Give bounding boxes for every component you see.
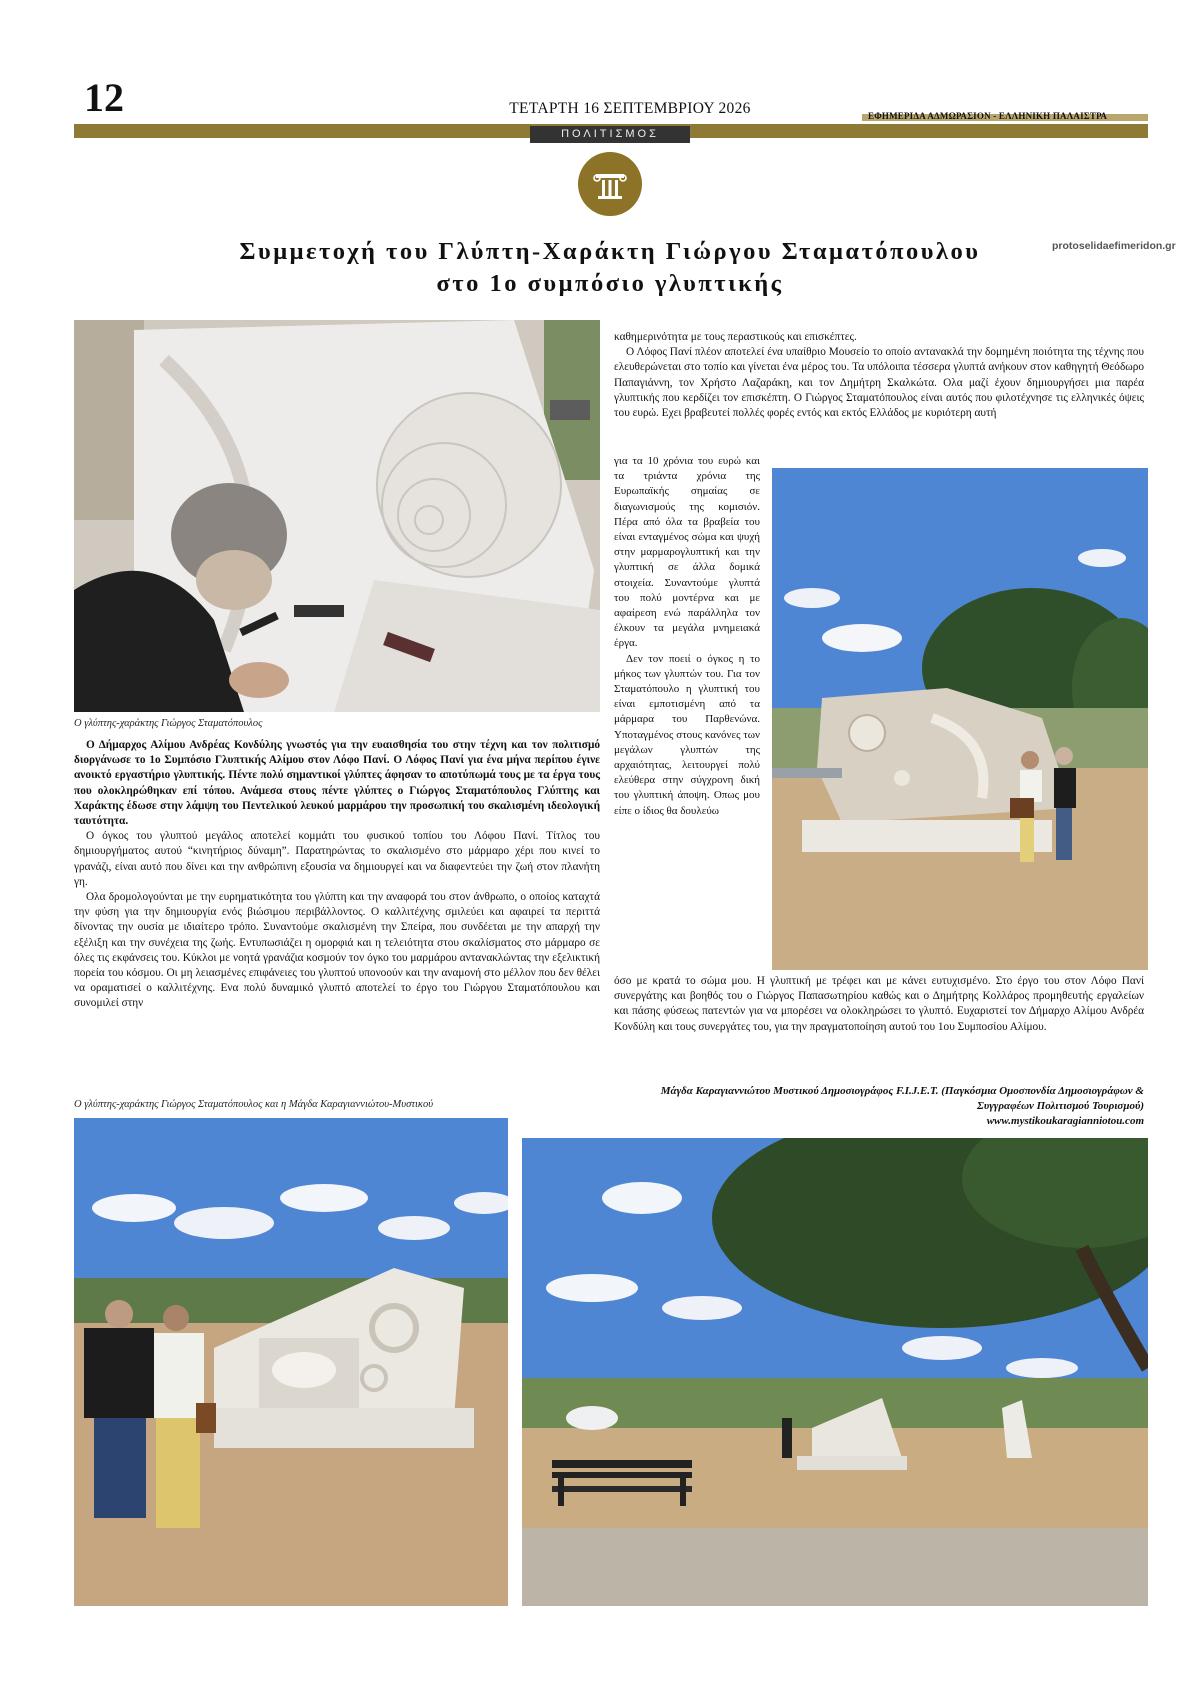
masthead-text: ΕΦΗΜΕΡΙΔΑ ΑΔΜΩΡΑΣΙΟΝ - ΕΛΛΗΝΙΚΗ ΠΑΛΑΙΣΤΡΑ: [868, 111, 1108, 121]
article-headline: [180, 236, 1040, 300]
caption-photo-1: Ο γλύπτης-χαράκτης Γιώργος Σταματόπουλος: [74, 718, 263, 729]
headline-line-2: στο 1ο συμπόσιο γλυπτικής: [436, 270, 784, 297]
page-number: 12: [84, 75, 124, 120]
byline: [640, 1084, 1144, 1129]
byline-author: Μάγδα Καραγιαννιώτου Μυστικού Δημοσιογράφος F.I.J.E.T. (Παγκόσμια Ομοσπονδία Δημοσιογράφων & Συγγραφέων Πολιτισμού Τουρισμού): [660, 1085, 1144, 1112]
narrow-column: [614, 454, 760, 819]
paragraph-6: Δεν τον ποειί ο όγκος η το μήκος των γλυπτών του. Για τον Σταματόπουλο η γλυπτική του είναι εμποτισμένη από τα μάρμαρα του Παρθενώνα. Υποταγμένος στους κανόνες των μεγάλων γλυπτών της αρχαιότητας, λειτουργεί πολύ ελεύθερα στην σύγχρονη δική του γλυπτική άποψη. Οπως μου είπε ο ίδιος θα δουλεύω: [614, 652, 760, 817]
section-label: ΠΟΛΙΤΙΣΜΟΣ: [530, 126, 690, 143]
photo-sculpture-couple: [772, 468, 1148, 970]
paragraph-1: Ο όγκος του γλυπτού μεγάλος αποτελεί κομμάτι του φυσικού τοπίου του Λόφου Πανί. Τίτλος του δημιουργήματος αυτού “κινητήριος δύναμη”. Παρατηρώντας το σκαλισμένο στο μάρμαρο χέρι που κινεί το γρανάζι, είναι αυτό που δίνει και την ανθρώπινη εξουσία να δημιουργεί και να διαφεντεύει την ζωή στον πλανήτη γη.: [74, 830, 600, 888]
source-tag: protoselidaefimeridon.gr: [1052, 240, 1176, 252]
right-column-top: [614, 330, 1144, 421]
paragraph-2: Ολα δρομολογούνται με την ευρηματικότητα του γλύπτη και την αναφορά του στον άνθρωπο, ο οποίος καταχτά την φύση για την δημιουργία ενός βιώσιμου περιβάλλοντος. Ο καλλιτέχνης σμιλεύει και αφαιρεί τα περιττά δίνοντας την ουσία με ιδιαίτερο τρόπο. Συναντούμε σκαλισμένη την Σπείρα, που συνδέεται με την απαρχή την εξέλιξη και την συνέχεια της ζωής. Εντυπωσιάζει η ομορφιά και η τελειότητα στου σκαλίσματος στο μάρμαρο σε όλες τις εκφάνσεις του. Κύκλοι με νοητά γρανάζια κοσμούν τον όγκο του μαρμάρου αντανακλώντας την εξελικτική πορεία του κόσμου. Οι μη λειασμένες επιφάνειες του γλυπτού υπονοούν και την αναμονή στο μέλλον που δεν θέλει να οραματισεί ο καλλιτέχνης. Ενα πολύ δυναμικό γλυπτό αποτελεί το έργο του Γιώργου Σταματόπουλου και συνομιλεί στην: [74, 891, 600, 1010]
lead-paragraph: Ο Δήμαρχος Αλίμου Ανδρέας Κονδύλης γνωστός για την ευαισθησία του στην τέχνη και τον πολιτισμό διοργάνωσε το 1ο Συμπόσιο Γλυπτικής Αλίμου στον Λόφο Πανί. Ο Λόφος Πανί για ένα μήνα περίπου έγινε ανοικτό εργαστήριο γλυπτικής. Πέντε πολύ σημαντικοί γλύπτες άφησαν το αποτύπωμά τους με τα έργα τους που ολοκληρώθηκαν επί τόπου. Ανάμεσα στους πέντε γλύπτες ο Γιώργος Σταματόπουλος Γλύπτης και Χαράκτης έδωσε στην λάμψη του Πεντελικού λευκού μαρμάρου την προσωπική του σκαλισμένη ιδεολογική ταυτότητα.: [74, 739, 600, 828]
ionic-column-icon: [578, 152, 642, 216]
photo-park-sculptures: [522, 1138, 1148, 1606]
paragraph-7: όσο με κρατά το σώμα μου. Η γλυπτική με τρέφει και με κάνει ευτυχισμένο. Στο έργο του στον Λόφο Πανί συνεργάτης και βοηθός του ο Γιώργος Παπασωτηρίου καθώς και ο Δημήτρης Κολλάρος προμηθευτής εργαλείων και πάσης φύσεως πατεντών για να μπορέσει να ολοκληρώσει το γλυπτό. Ευχαριστεί τον Δήμαρχο Αλίμου Ανδρέα Κονδύλη και τους συνεργάτες του, για την πραγματοποίηση αυτού του 1ου Συμποσίου Αλίμου.: [614, 975, 1144, 1033]
paragraph-5: για τα 10 χρόνια του ευρώ και τα τριάντα χρόνια της Ευρωπαϊκής σημαίας σε διαγωνισμούς της κομισιόν. Πέρα από όλα τα βραβεία του είναι ενταγμένος σώμα και ψυχή στην μαρμαρογλυπτική και την γλυπτική σε άλλα δομικά στοιχεία. Συναντούμε γλυπτά του πολύ μοντέρνα και με αφαίρεση ενώ παράλληλα τον έλκουν τα μεγάλα μνημειακά έργα.: [614, 455, 760, 650]
photo-sculptor-carving: [74, 320, 600, 712]
paragraph-3: καθημερινότητα με τους περαστικούς και επισκέπτες.: [614, 331, 857, 343]
photo-hand-gear-sculpture: [74, 1118, 508, 1606]
headline-line-1: Συμμετοχή του Γλύπτη-Χαράκτη Γιώργου Σταματόπουλου: [239, 238, 981, 265]
caption-photo-3: Ο γλύπτης-χαράκτης Γιώργος Σταματόπουλος και η Μάγδα Καραγιαννιώτου-Μυστικού: [74, 1099, 434, 1110]
right-column-bottom: [614, 974, 1144, 1035]
issue-date: ΤΕΤΑΡΤΗ 16 ΣΕΠΤΕΜΒΡΙΟΥ 2026: [509, 100, 751, 117]
byline-website: www.mystikoukaragianniotou.com: [986, 1115, 1144, 1127]
left-column: [74, 738, 600, 1012]
paragraph-4: Ο Λόφος Πανί πλέον αποτελεί ένα υπαίθριο Μουσείο το οποίο αντανακλά την δομημένη ποιότητα της τέχνης που ελευθερώνεται στο τοπίο και γίνεται ένα μέρος του. Τα υπόλοιπα τέσσερα γλυπτά ανήκουν στον καθηγητή Θεόδωρο Παπαγιάννη, τον Χρήστο Λαζαράκη, και τον Δημήτρη Σκαλκώτα. Ολα μαζί έχουν δημιουργήσει μια παρέα γλυπτικής που κερδίζει τον επισκέπτη. Ο Γιώργος Σταματόπουλος είναι αυτός που φιλοτέχνησε τις ελληνικές όψεις του ευρώ. Εχει βραβευτεί πολλές φορές εντός και εκτός Ελλάδος με κυριότερη αυτή: [614, 346, 1144, 420]
